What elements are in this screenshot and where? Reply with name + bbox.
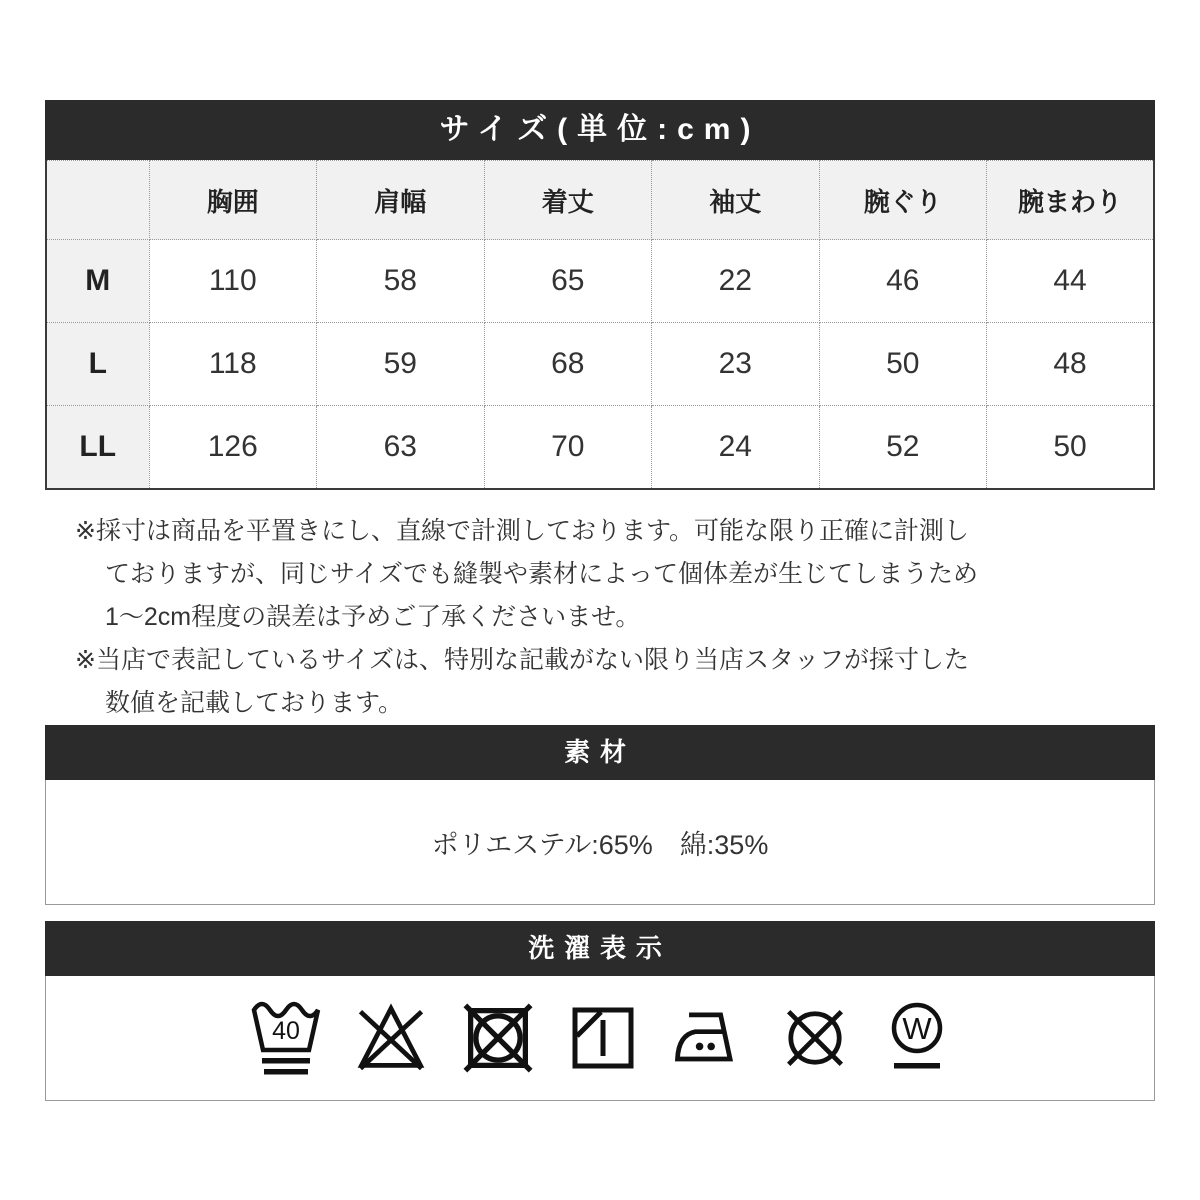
note-line: ※当店で表記しているサイズは、特別な記載がない限り当店スタッフが採寸した <box>75 646 969 674</box>
cell-value: 23 <box>652 323 820 406</box>
cell-value: 68 <box>484 323 652 406</box>
size-table <box>45 160 1155 490</box>
cell-value: 50 <box>819 323 987 406</box>
laundry-title-bar <box>45 921 1155 976</box>
laundry-title: 洗濯表示 <box>528 933 672 963</box>
cell-value: 59 <box>317 323 485 406</box>
size-section <box>45 100 1155 490</box>
cell-value: 50 <box>987 406 1155 490</box>
size-label: M <box>46 240 149 323</box>
column-header-shoulder: 肩幅 <box>317 161 485 240</box>
column-header-armhole: 腕ぐり <box>819 161 987 240</box>
note-staff-measured <box>75 639 1155 725</box>
material-content <box>45 780 1155 905</box>
note-measurement <box>75 510 1155 639</box>
do-not-bleach-icon <box>351 998 431 1078</box>
cell-value: 110 <box>149 240 317 323</box>
wash-40-very-gentle-icon <box>248 994 324 1082</box>
note-line: ておりますが、同じサイズでも縫製や素材によって個体差が生じてしまうため <box>105 560 979 588</box>
column-header-sleeve: 袖丈 <box>652 161 820 240</box>
cell-value: 24 <box>652 406 820 490</box>
cell-value: 63 <box>317 406 485 490</box>
material-composition: ポリエステル:65% 綿:35% <box>431 829 769 860</box>
column-header-chest: 胸囲 <box>149 161 317 240</box>
cell-value: 70 <box>484 406 652 490</box>
do-not-tumble-dry-icon <box>458 998 538 1078</box>
size-section-title: サイズ(単位:cm) <box>439 113 761 146</box>
cell-value: 58 <box>317 240 485 323</box>
cell-value: 126 <box>149 406 317 490</box>
cell-value: 118 <box>149 323 317 406</box>
cell-value: 48 <box>987 323 1155 406</box>
size-label: LL <box>46 406 149 490</box>
material-section <box>45 725 1155 905</box>
wet-clean-letter: W <box>902 1011 932 1046</box>
size-table-corner-cell <box>46 161 149 240</box>
cell-value: 22 <box>652 240 820 323</box>
table-row-l <box>46 323 1154 406</box>
column-header-length: 着丈 <box>484 161 652 240</box>
laundry-icons-row <box>45 976 1155 1101</box>
note-line: 数値を記載しております。 <box>105 689 404 717</box>
cell-value: 65 <box>484 240 652 323</box>
iron-medium-heat-icon <box>668 998 748 1078</box>
cell-value: 46 <box>819 240 987 323</box>
laundry-section <box>45 921 1155 1101</box>
gentle-wet-cleaning-icon <box>882 995 952 1081</box>
size-label: L <box>46 323 149 406</box>
line-dry-in-shade-icon <box>565 998 641 1078</box>
cell-value: 52 <box>819 406 987 490</box>
table-row-ll <box>46 406 1154 490</box>
measurement-notes <box>75 510 1155 725</box>
size-table-header-row <box>46 161 1154 240</box>
table-row-m <box>46 240 1154 323</box>
material-title-bar <box>45 725 1155 780</box>
note-line: ※採寸は商品を平置きにし、直線で計測しております。可能な限り正確に計測し <box>75 517 969 545</box>
do-not-dry-clean-icon <box>775 998 855 1078</box>
wash-temp-label: 40 <box>272 1017 300 1045</box>
material-title: 素材 <box>564 737 636 767</box>
column-header-arm-circumference: 腕まわり <box>987 161 1155 240</box>
size-section-title-bar <box>45 100 1155 160</box>
note-line: 1〜2cm程度の誤差は予めご了承くださいませ。 <box>105 603 641 631</box>
cell-value: 44 <box>987 240 1155 323</box>
